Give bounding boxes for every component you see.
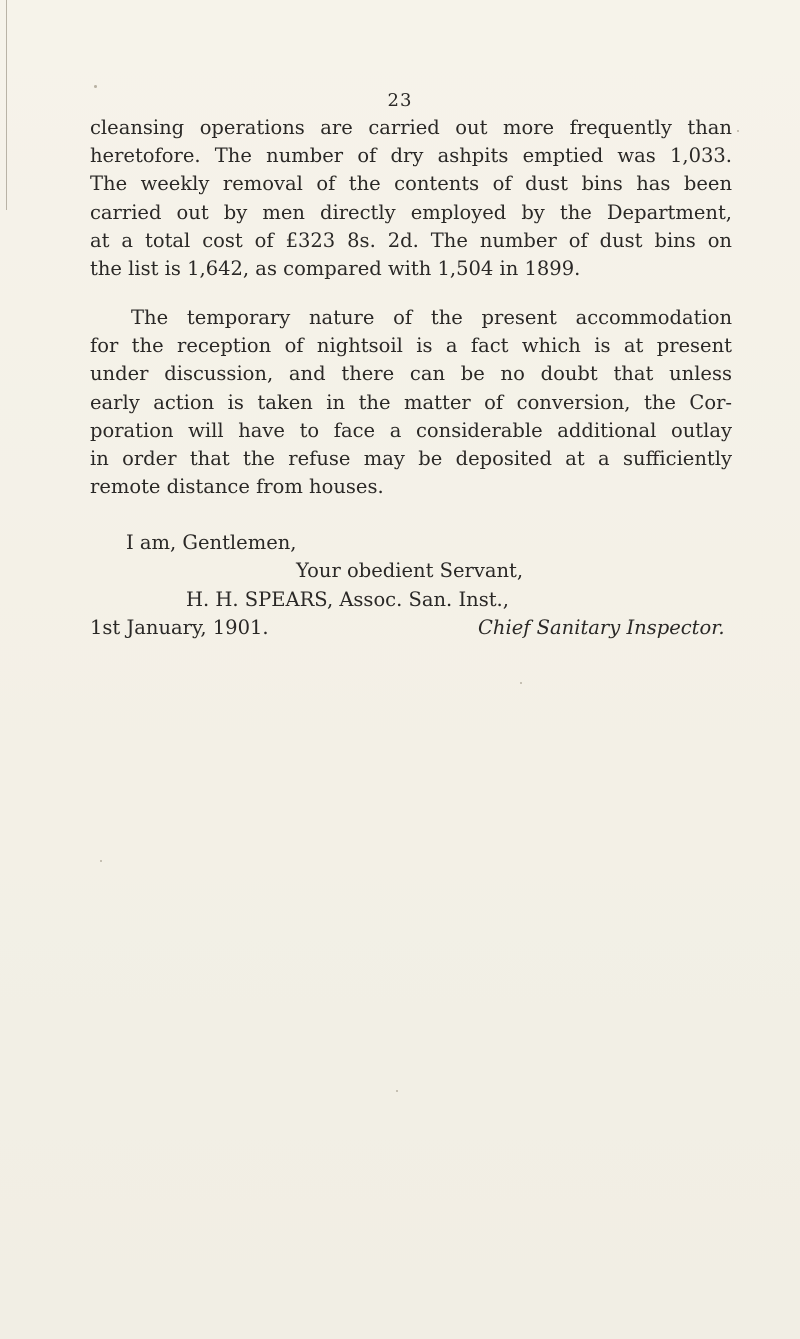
text-line: in order that the refuse may be deposited at a sufficiently — [90, 447, 732, 471]
paragraph-nightsoil — [90, 304, 732, 501]
text-line: cleansing operations are carried out more frequently than — [90, 116, 732, 139]
signature: H. H. SPEARS, Assoc. San. Inst., — [186, 588, 509, 611]
paper-speck — [520, 682, 522, 684]
text-line: early action is taken in the matter of conversion, the Cor- — [90, 390, 732, 414]
text-line: The weekly removal of the contents of dust bins has been — [90, 172, 732, 196]
text-line: for the reception of nightsoil is a fact which is at present — [90, 334, 732, 358]
text-line: The temporary nature of the present accommodation — [131, 306, 732, 329]
paragraph-dust-removal — [90, 114, 732, 283]
text-line: poration will have to face a considerable additional outlay — [90, 418, 732, 442]
paper-speck — [737, 130, 739, 132]
text-line: the list is 1,642, as compared with 1,504 in 1899. — [90, 257, 581, 281]
text-line: under discussion, and there can be no doubt that unless — [90, 362, 732, 386]
paper-speck — [396, 1090, 398, 1092]
text-line: at a total cost of £323 8s. 2d. The number of dust bins on — [90, 228, 732, 252]
letter-date: 1st January, 1901. — [90, 616, 269, 639]
salutation: I am, Gentlemen, — [126, 531, 297, 554]
text-line: heretofore. The number of dry ashpits emptied was 1,033. — [90, 144, 732, 168]
signatory-title: Chief Sanitary Inspector. — [478, 616, 725, 639]
text-line: remote distance from houses. — [90, 475, 384, 499]
text-line: carried out by men directly employed by the Department, — [90, 200, 732, 224]
paper-speck — [100, 860, 102, 862]
page-number: 23 — [387, 90, 413, 111]
paper-speck — [94, 85, 97, 88]
valediction: Your obedient Servant, — [296, 559, 524, 582]
